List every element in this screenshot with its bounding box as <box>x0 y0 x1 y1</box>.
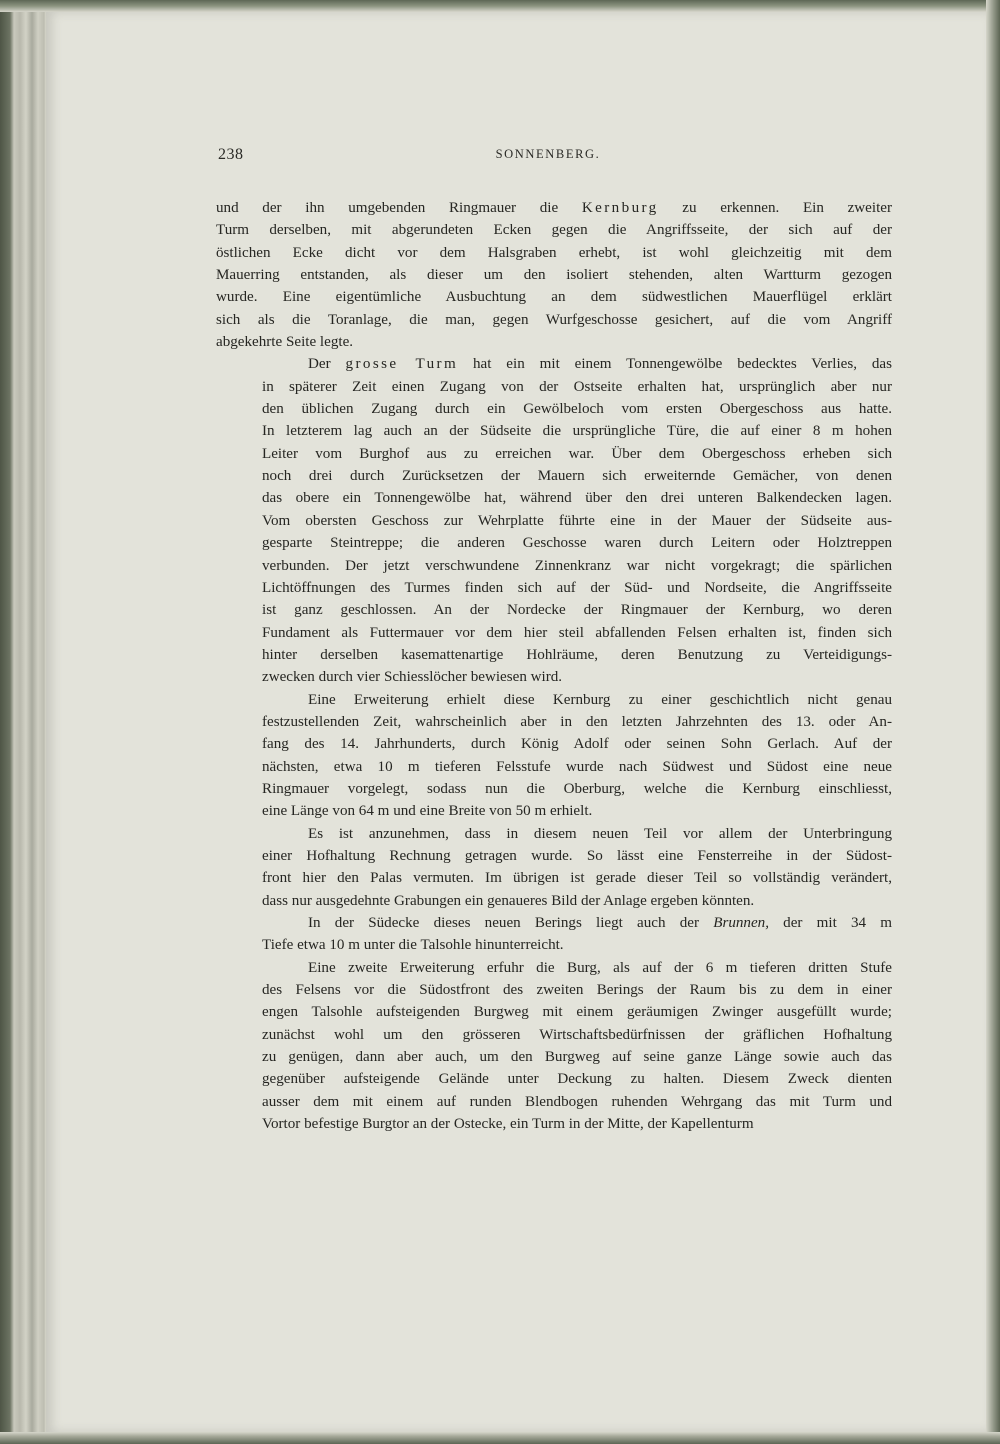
text-line <box>216 1001 892 1023</box>
text-run: der mit 34 m <box>768 915 892 931</box>
italic-emphasis: Brunnen, <box>713 915 769 931</box>
text-line <box>216 934 892 956</box>
text-run: abgekehrte Seite legte. <box>216 334 354 351</box>
text-line <box>216 979 892 1001</box>
text-line <box>216 353 892 375</box>
text-line <box>216 1113 892 1135</box>
text-line <box>216 823 892 845</box>
text-line <box>216 957 892 979</box>
text-line <box>216 666 892 688</box>
text-run: östlichen Ecke dicht vor dem Halsgraben erhebt, ist wohl gleichzeitig mit dem <box>216 244 892 261</box>
text-run: gesparte Steintreppe; die anderen Geschosse waren durch Leitern oder Holztreppen <box>262 535 892 552</box>
text-line <box>216 1091 892 1113</box>
text-run: Mauerring entstanden, als dieser um den isoliert stehenden, alten Wartturm gezogen <box>216 267 892 284</box>
text-line <box>216 487 892 509</box>
text-run: festzustellenden Zeit, wahrscheinlich aber in den letzten Jahrzehnten des 13. oder An- <box>262 713 892 730</box>
text-run: den üblichen Zugang durch ein Gewölbeloch vom ersten Obergeschoss aus hatte. <box>262 401 892 418</box>
paragraph <box>216 689 892 823</box>
text-run: ausser dem mit einem auf runden Blendbogen ruhenden Wehrgang das mit Turm und <box>262 1093 892 1110</box>
body-text <box>216 197 892 1135</box>
spaced-emphasis: Kernburg <box>581 200 659 216</box>
scan-bottom-edge <box>0 1432 1000 1444</box>
text-run: des Felsens vor die Südostfront des zweiten Berings der Raum bis zu dem in einer <box>262 982 892 999</box>
text-line <box>216 532 892 554</box>
paragraph <box>216 353 892 688</box>
text-run: hat ein mit einem Tonnengewölbe bedecktes Verlies, das <box>458 356 892 373</box>
text-run: noch drei durch Zurücksetzen der Mauern sich erweiternde Gemächer, von denen <box>262 468 892 485</box>
text-line <box>216 219 892 241</box>
text-line <box>216 309 892 331</box>
text-line <box>216 845 892 867</box>
text-line <box>216 1068 892 1090</box>
text-line <box>216 242 892 264</box>
text-run: hinter derselben kasemattenartige Hohlräume, deren Benutzung zu Verteidigungs- <box>262 646 892 663</box>
text-line <box>216 644 892 666</box>
text-run: eine Länge von 64 m und eine Breite von 50 m erhielt. <box>262 803 593 820</box>
text-run: Turm derselben, mit abgerundeten Ecken gegen die Angriffsseite, der sich auf der <box>216 222 892 239</box>
paragraph <box>216 197 892 353</box>
text-line <box>216 420 892 442</box>
paragraph <box>216 823 892 912</box>
text-run: einer Hofhaltung Rechnung getragen wurde. So lässt eine Fensterreihe in der Südost- <box>262 847 892 864</box>
text-line <box>216 331 892 353</box>
text-line <box>216 599 892 621</box>
text-line <box>216 733 892 755</box>
text-line <box>216 1024 892 1046</box>
text-line <box>216 756 892 778</box>
running-head: SONNENBERG. <box>495 147 601 161</box>
text-line <box>216 465 892 487</box>
text-run: das obere ein Tonnengewölbe hat, während über den drei unteren Balkendecken lagen. <box>262 490 892 507</box>
text-line <box>216 622 892 644</box>
text-run: ist ganz geschlossen. An der Nordecke der Ringmauer der Kernburg, wo deren <box>262 602 892 619</box>
text-line <box>216 376 892 398</box>
text-run: Tiefe etwa 10 m unter die Talsohle hinunterreicht. <box>262 937 564 954</box>
text-run: zu genügen, dann aber auch, um den Burgweg auf seine ganze Länge sowie auch das <box>262 1049 892 1066</box>
page-header <box>218 146 878 170</box>
text-run: Lichtöffnungen des Turmes finden sich auf der Süd- und Nordseite, die Angriffsseite <box>262 579 892 596</box>
text-line <box>216 1046 892 1068</box>
text-run: In der Südecke dieses neuen Berings liegt auch der <box>308 915 714 931</box>
text-run: nächsten, etwa 10 m tieferen Felsstufe wurde nach Südwest und Südost eine neue <box>262 758 892 775</box>
text-line <box>216 577 892 599</box>
text-line <box>216 711 892 733</box>
text-line <box>216 197 892 219</box>
text-run: sich als die Toranlage, die man, gegen Wurfgeschosse gesichert, auf die vom Angriff <box>216 311 892 328</box>
paragraph <box>216 912 892 957</box>
text-line <box>216 912 892 934</box>
text-run: Eine Erweiterung erhielt diese Kernburg zu einer geschichtlich nicht genau <box>308 691 892 708</box>
text-run: fang des 14. Jahrhunderts, durch König Adolf oder seinen Sohn Gerlach. Auf der <box>262 736 892 753</box>
text-run: zunächst wohl um den grösseren Wirtschaftsbedürfnissen der gräflichen Hofhaltung <box>262 1026 892 1043</box>
text-line <box>216 555 892 577</box>
text-line <box>216 778 892 800</box>
text-line <box>216 890 892 912</box>
text-run: front hier den Palas vermuten. Im übrigen ist gerade dieser Teil so vollständig verändert, <box>262 870 892 887</box>
text-line <box>216 398 892 420</box>
text-run: Vortor befestige Burgtor an der Ostecke, ein Turm in der Mitte, der Kapellenturm <box>262 1116 754 1133</box>
text-run: gegenüber aufsteigende Gelände unter Deckung zu halten. Diesem Zweck dienten <box>262 1071 892 1088</box>
text-run: dass nur ausgedehnte Grabungen ein genaueres Bild der Anlage ergeben könnten. <box>262 892 755 909</box>
text-line <box>216 689 892 711</box>
text-run: In letzterem lag auch an der Südseite die ursprüngliche Türe, die auf einer 8 m hohen <box>262 423 892 440</box>
text-line <box>216 264 892 286</box>
text-run: Der <box>308 356 346 373</box>
text-run: Es ist anzunehmen, dass in diesem neuen Teil vor allem der Unterbringung <box>308 825 892 842</box>
text-run: zwecken durch vier Schiesslöcher bewiesen wird. <box>262 669 563 686</box>
text-run: Leiter vom Burghof aus zu erreichen war. Über dem Obergeschoss erheben sich <box>262 445 892 462</box>
text-line <box>216 286 892 308</box>
text-run: Vom obersten Geschoss zur Wehrplatte führte eine in der Mauer der Südseite aus- <box>262 512 892 529</box>
text-run: Fundament als Futtermauer vor dem hier steil abfallenden Felsen erhalten ist, finden sich <box>262 624 892 641</box>
text-run: Eine zweite Erweiterung erfuhr die Burg, als auf der 6 m tieferen dritten Stufe <box>308 959 892 976</box>
paragraph <box>216 957 892 1136</box>
book-binding-edge <box>0 0 46 1444</box>
text-run: in späterer Zeit einen Zugang von der Ostseite erhalten hat, ursprünglich aber nur <box>262 378 892 395</box>
text-run: Ringmauer vorgelegt, sodass nun die Oberburg, welche die Kernburg einschliesst, <box>262 780 892 797</box>
scan-top-edge <box>0 0 1000 12</box>
text-run: engen Talsohle aufsteigenden Burgweg mit einem geräumigen Zwinger ausgefüllt wurde; <box>262 1004 892 1021</box>
text-line <box>216 510 892 532</box>
text-run: wurde. Eine eigentümliche Ausbuchtung an dem südwestlichen Mauerflügel erklärt <box>216 289 892 306</box>
scan-right-edge <box>986 0 1000 1444</box>
page-number: 238 <box>218 146 244 163</box>
text-line <box>216 443 892 465</box>
text-run: und der ihn umgebenden Ringmauer die <box>216 200 582 216</box>
text-run: zu erkennen. Ein zweiter <box>658 200 892 216</box>
spaced-emphasis: grosse Turm <box>345 356 459 373</box>
text-line <box>216 800 892 822</box>
text-line <box>216 867 892 889</box>
text-run: verbunden. Der jetzt verschwundene Zinnenkranz war nicht vorgekragt; die spärlichen <box>262 557 892 574</box>
